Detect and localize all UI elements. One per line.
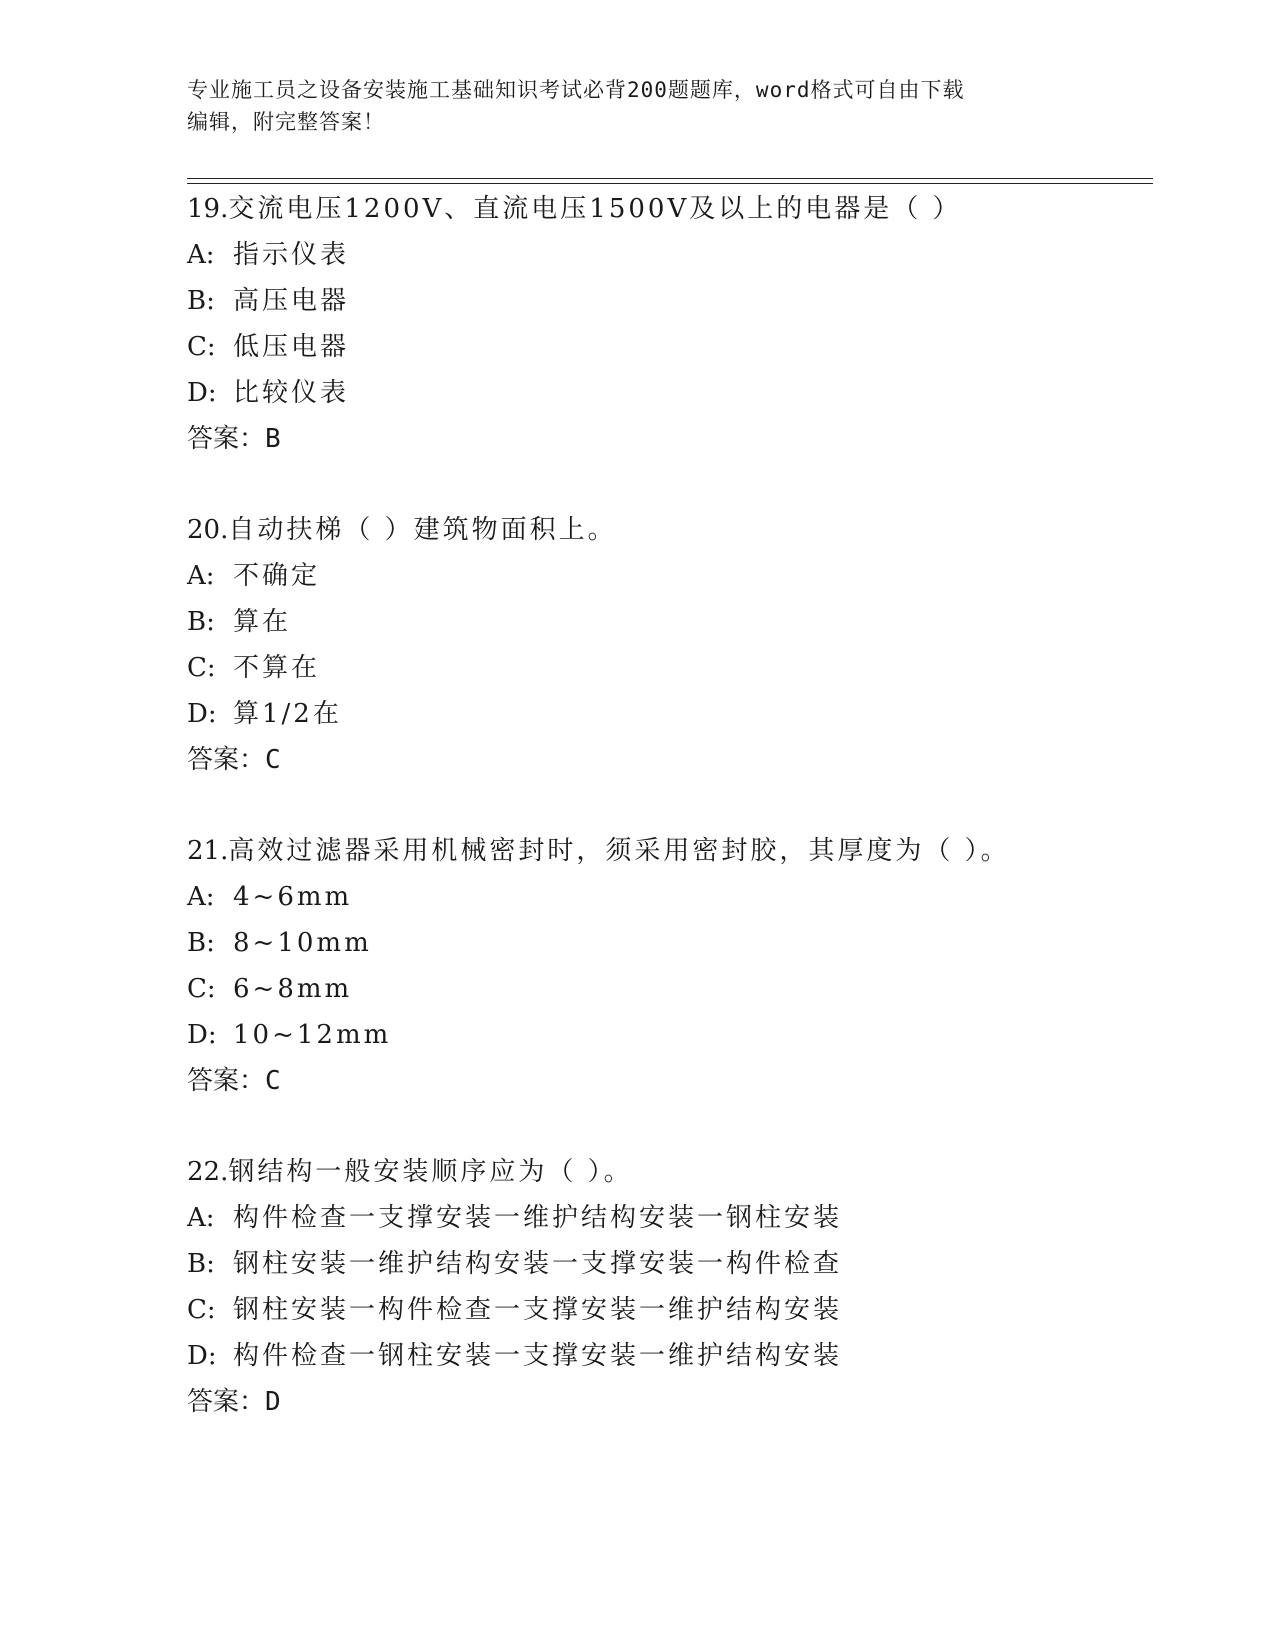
option-key: D: [187,1020,217,1050]
option-d [187,370,1147,416]
answer-value: C [265,1066,281,1096]
option-d [187,1012,1147,1058]
answer-value: B [265,424,281,454]
document-header [187,74,1087,138]
option-key: D: [187,378,217,408]
option-text: 钢柱安装一维护结构安装一支撑安装一构件检查 [233,1249,843,1279]
option-key: C: [187,653,216,683]
option-key: C: [187,332,216,362]
option-text: 8~10mm [233,928,372,958]
option-d [187,1333,1147,1379]
question-text: 自动扶梯（ ）建筑物面积上。 [228,515,617,545]
option-key: B: [187,1249,215,1279]
option-b [187,599,1147,645]
option-key: C: [187,974,216,1004]
answer-value: C [265,745,281,775]
option-text: 算1/2在 [233,699,342,729]
question-stem [187,828,1147,874]
question-21 [187,828,1147,1104]
option-key: C: [187,1295,216,1325]
question-number: 21. [187,836,229,866]
header-divider-top [187,178,1153,179]
header-divider-bottom [187,183,1153,184]
option-a [187,232,1147,278]
option-text: 构件检查一支撑安装一维护结构安装一钢柱安装 [233,1203,843,1233]
option-a [187,874,1147,920]
answer-line [187,1379,1147,1425]
option-a [187,553,1147,599]
question-text: 钢结构一般安装顺序应为（ ）。 [228,1157,633,1187]
option-key: A: [187,561,215,591]
option-text: 不确定 [233,561,321,591]
question-number: 22. [187,1157,229,1187]
option-text: 6~8mm [233,974,353,1004]
answer-line [187,416,1147,462]
option-b [187,1241,1147,1287]
option-b [187,278,1147,324]
option-text: 高压电器 [233,286,350,316]
header-line-1: 专业施工员之设备安装施工基础知识考试必背200题题库，word格式可自由下载 [187,78,965,102]
option-key: B: [187,928,215,958]
question-stem [187,507,1147,553]
option-key: B: [187,607,215,637]
option-key: D: [187,1341,217,1371]
option-text: 比较仪表 [233,378,350,408]
option-key: A: [187,1203,215,1233]
question-text: 高效过滤器采用机械密封时，须采用密封胶，其厚度为（ ）。 [228,836,1010,866]
option-c [187,966,1147,1012]
option-key: A: [187,882,215,912]
answer-label: 答案： [187,1066,266,1096]
option-text: 构件检查一钢柱安装一支撑安装一维护结构安装 [233,1341,843,1371]
answer-label: 答案： [187,1387,266,1417]
option-text: 4~6mm [233,882,353,912]
option-b [187,920,1147,966]
option-key: A: [187,240,215,270]
question-stem [187,186,1147,232]
option-c [187,324,1147,370]
option-key: D: [187,699,217,729]
option-text: 钢柱安装一构件检查一支撑安装一维护结构安装 [233,1295,843,1325]
option-text: 10~12mm [233,1020,392,1050]
option-text: 算在 [233,607,292,637]
question-22 [187,1149,1147,1425]
option-text: 不算在 [233,653,321,683]
option-a [187,1195,1147,1241]
option-text: 低压电器 [233,332,350,362]
answer-line [187,737,1147,783]
answer-label: 答案： [187,424,266,454]
question-number: 20. [187,515,229,545]
option-text: 指示仪表 [233,240,350,270]
question-19 [187,186,1147,462]
option-c [187,645,1147,691]
answer-label: 答案： [187,745,266,775]
option-d [187,691,1147,737]
question-text: 交流电压1200V、直流电压1500V及以上的电器是（ ） [228,194,962,224]
option-c [187,1287,1147,1333]
option-key: B: [187,286,215,316]
answer-line [187,1058,1147,1104]
question-number: 19. [187,194,229,224]
header-line-2: 编辑，附完整答案！ [187,110,385,134]
answer-value: D [265,1387,281,1417]
question-20 [187,507,1147,783]
question-stem [187,1149,1147,1195]
